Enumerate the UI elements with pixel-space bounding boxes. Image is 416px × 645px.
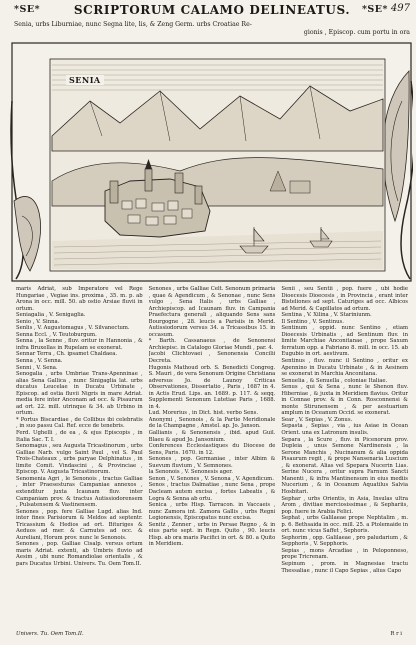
column-right bbox=[281, 286, 408, 641]
entry: Sephar , urbs Orientis, in Asia, Insulas ultra Arom , divitiae merciosissimae , & Sephariis, pop. fuere in Arabia Felici. bbox=[281, 495, 409, 515]
page-number: 497 bbox=[390, 3, 410, 14]
entry: Senlis , V. Augustomagus , V. Silvanectum. bbox=[16, 325, 130, 332]
entry: Sepinum , prom. in Magnesiae tractu Thessaliae , nunc il Capo Sepias , alius Capo bbox=[281, 560, 409, 574]
entry: Gallianis , & Senonensis , ibid. apud Guil. Blaeu & apud Jo. Jansonium. bbox=[148, 430, 276, 443]
entry: Senogalia , urbs Umbriae Trans-Apenninae , alias Sena Gallica , nunc Sinigaglia lat. urbs ducatus Leucelae in Ducatu Urbinate , Episcop. ad ostia fluvii Nigris in mare Adriat. media fere inter Anconam ad occ. & Pisaurum ad ort. 22. mill. utrinque & 34. ab Urbino in ortum. bbox=[16, 371, 143, 417]
entry: Conferences Ecclesiastiques du Diocese de Sens, Paris. 1670. in 12. bbox=[148, 443, 276, 456]
entry: Senio , V. Sinna. bbox=[16, 318, 60, 325]
entry: Sepasta , Sepias , via , ius Asiae in Ocean Orient. una ex Latronum insulis. bbox=[281, 423, 409, 437]
entry: Sennar Terra , Ch. ipsamet Chaldaea. bbox=[16, 351, 118, 358]
entry: * Barth. Cassanaeus , de Senonensi Archiepisc. in Catalogo Gloriae Mundi , par. 4. bbox=[148, 338, 276, 351]
engraving-title: SENIA bbox=[66, 75, 104, 85]
entry: Sephat , urbs Galilaeae prope Nephtalim , m. p. 6. Bethsaida in occ. mill. 25. a Ptolemaide in ort. nunc vicus Saffet , Sephoris. bbox=[281, 515, 409, 535]
entry: la Senonois , V. Senonesis ager. bbox=[148, 469, 233, 476]
column-left bbox=[16, 286, 143, 641]
entry: Senos , tractus Dalmatiae , nunc Sena , prope Dacleam autem excisa , fortes Labeatis , & Legra & Senna ab ortu. bbox=[148, 482, 276, 502]
entry: Senna Eccl. , V. Teutoburgum. bbox=[16, 331, 97, 338]
entry: Senii , seu Sentii , pop. fuere , ubi hodie Dioecesis Dioecesis , in Provincia , erant inter Bisteliones ad sept. Caturiges ad occ. Albicos ad Merid. & Capillatos ad ortum. bbox=[281, 286, 409, 312]
entry: Senones , pop. fere Galliae Lugd. alias Ind. inter fines Parisiorum & Meldos ad septentr. Tricassium & Hedios ad ort. Bituriges & Aeduos ad mer. & Carnutes ad occ. & Aureliani, Horum prov. nunc le Senonois. bbox=[16, 508, 143, 541]
dictionary-columns bbox=[16, 286, 408, 641]
entry: Senones , pop. Galliae Cisalp. versus ortum maris Adriat. extenti, ab Umbris fluvio ad Aesim , ubi nunc Romandiolae orientalis , & pars Ducatus Urbini. Univers. Tu. Oem Tom.II. bbox=[16, 541, 143, 567]
page-title: SCRIPTORUM CALAMO DELINEATUS. bbox=[73, 3, 351, 17]
entry: Senones , pop. Germaniae , inter Albim & Suevum fluvium , V. Semnones. bbox=[148, 456, 276, 469]
entry: Senomagus , seu Augusta Tricastinorum , urbs Galliae Narb. vulgo Saint Paul , vel S. Paul Trois-Chateaux , urbs paryae Delphinatus , in limite Comit. Vindascini , & Provinciae , Episcop. V. Augusta Tricastinorum. bbox=[16, 443, 143, 476]
signature-mark: R r i bbox=[390, 631, 402, 637]
entry: Senuelia , & Senuella , coloniae Italiae. bbox=[281, 377, 388, 384]
entry: Senon , V. Senones , V. Senona , V. Agendicum. bbox=[148, 475, 274, 482]
entry: Jacobi Clichtovaei , Senonensia Concilii Decreta. bbox=[148, 351, 276, 365]
header-left-mark: *SE* bbox=[14, 4, 41, 15]
entry: Sentinus , fluv. nunc il Sentino , oritur ex Apennino in Ducatu Urbinate , & in Aesinem se exonerat in Marchia Anconitana. bbox=[281, 358, 409, 378]
entry: Anonymi , Senonois , & la Partie Meridionale de la Champagne , Amstel. ap. Jo. Janson. bbox=[148, 416, 276, 430]
entry: Sear , V. Sepias , V. Zonus. bbox=[281, 416, 353, 423]
entry: Senomenia Agri , le Senonois , tractus Galliae , inter Praesesturas Campaniae annexos , extenditur juxta Icaunam fluv. inter Campaniam prov. & tractus Autissiodorensem , Pulsatensem & Vastinensem. bbox=[16, 475, 143, 509]
entry: Ferd. Ughelli , de ea , & ejus Episcopis , in Italia Sac. T. I. bbox=[16, 430, 143, 443]
entry: Senus , qui & Sena , nunc le Shenon fluv. Hiberniae , & juxta in Meridiem flavius. Oritur in Connae prov. & in Conn. Rosconnensi & monte Stirunensem , & per aestuarium amplum in Oceanum Occid. se exonerat. bbox=[281, 384, 409, 417]
column-middle bbox=[149, 286, 276, 641]
entry: Senni , V. Sena. bbox=[16, 364, 58, 371]
page-header bbox=[14, 4, 410, 18]
entry: Senna , la Senne , fluv. oritur in Hannonia , & infra Bruxellas in Rupelam se exonerat. bbox=[16, 338, 143, 351]
intro-line: Senia, urbs Liburniae, nunc Segna lite, lis, & Zeng Germ. urbs Croatiae Re- bbox=[14, 21, 252, 28]
entry: Hugonis Mathoud orb. S. Benedicti Congreg. S. Mauri , de vera Senonum Origine Christiana adversus Jo. de Launoy Criticas Observationes, Dissertatio , Paris , 1687 in 4. in Actis Erud. Lips. an. 1689. p. 117. & seqq. Supplementi Senonum Lutetiae Paris , 1688. in 4. bbox=[148, 364, 276, 410]
entry: Senica , urbs Hisp. Tarracon. in Vaccaeis , nunc Zamora int. Zamora Gallis , urbs Regni Legionensis, Episcopatus nunc excisa. bbox=[148, 502, 276, 522]
intro-line: gionis , Episcop. cum portu in ora bbox=[303, 29, 410, 36]
entry: Seniagalia , V. Senigaglia. bbox=[16, 312, 86, 319]
entry: Sentina , V. Xilina , V. Stariniunm. bbox=[281, 312, 372, 319]
entry: Sentinum , oppid. nunc Sentino , etiam Dioecesis Urbinatis , ad Sentinum fluv. in limite Marchiae Anconitanae , prope Saxum ferratum opp. a Fabriano 8. mill. in occ. 15. ab Eugubio in ort. aestivum. bbox=[281, 325, 409, 358]
entry: Senna , V. Senna. bbox=[16, 358, 63, 365]
entry: Sepias , mons Arcadiae , in Peloponneso, prope Tricrenam. bbox=[281, 547, 409, 561]
entry: Sephorim , opp. Galilaeae , pro paludarium , & Sepphoris , V. Sepphoris. bbox=[281, 534, 409, 548]
entry: Lud. Morerius , in Dict. hist. verbo Sens. bbox=[148, 410, 259, 417]
entry: * Portus Biscardiae , de Collibus ibi celebratis , in suo passu Cal. Ref. ecce de tenebris. bbox=[16, 416, 143, 430]
footer-note: Univers. Tu. Oem Tom.II. bbox=[16, 631, 84, 637]
entry: maris Adriat, sub Imperatore vel Rege Hungariae , Vegiae ins. proxima , 35. m. p. ab Arona in occ. mill. 50. ab ostio Arsiae fluvii in ortum. bbox=[16, 286, 143, 312]
entry: Il Sentino , V. Sentinus. bbox=[281, 318, 344, 325]
entry: Senones , urbs Galliae Celt. Senonum primaria , quae & Agendicum , & Senonae , nunc Sens vulgo , Sena Italis , urbs Galliae , Archiepiscop. ad Icaunam fluv. in Campania Praefectura generali , aliquando Sens sans Bourgogne , 28. leucis a Parisiis in Merid. Autissiodorum versus 34. a Tricassibus 15. in occasum. bbox=[148, 286, 276, 338]
intro-text bbox=[14, 21, 410, 37]
entry: Separa , la Scure , fluv. in Picenorum prov. Dupleia , unus Semone Nardinensis , la Serone Manchis , Nucinanum & alia oppida Pisaurum regit , & prope Nansenaria Luscium , & exonerat. Alias vel Spepara Nucerin Lias. Serine Nucera , oritur supra Farnum Sancti Manenti , & infra Mantinensum in eius mediis Nucerium , & in Oceanum Aquatilus Salvia Hosbitari. bbox=[281, 436, 409, 495]
entry: Senitz , Zenner , urbs in Persae Regno , & in eius parte sept. in Regn. Quito , 90. leucis Hisp. ab ora maris Pacifici in ort. & 80. a Quito in Meridiem. bbox=[148, 521, 276, 548]
header-right-mark: *SE* bbox=[361, 4, 388, 15]
